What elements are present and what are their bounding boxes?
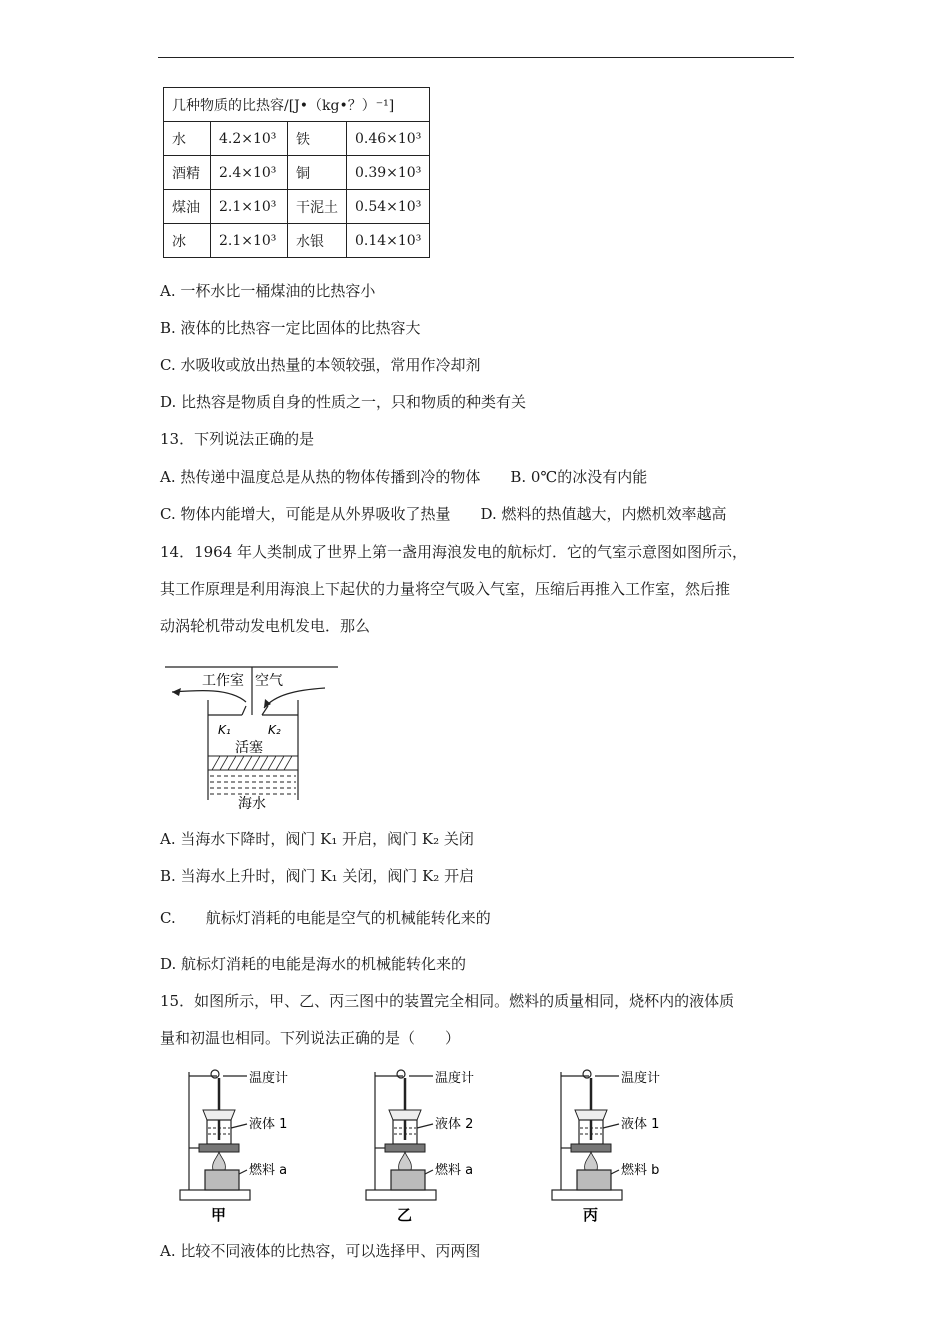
- leader-line: [231, 1124, 247, 1128]
- beaker-lid: [203, 1110, 235, 1120]
- inflow-arrow: [264, 688, 325, 708]
- label-work-room: 工作室: [202, 673, 244, 689]
- label-thermometer: 温度计: [435, 1071, 475, 1086]
- apparatus-jia: [180, 1070, 288, 1224]
- table-cell: 0.46×10³: [347, 122, 430, 156]
- table-cell: 冰: [164, 224, 211, 258]
- table-cell: 0.54×10³: [347, 190, 430, 224]
- table-cell: 干泥土: [288, 190, 347, 224]
- fuel-burner: [205, 1170, 239, 1190]
- q15-stem-line2: 量和初温也相同。下列说法正确的是（ ）: [160, 1029, 461, 1047]
- air-chamber-diagram: [160, 660, 350, 810]
- specific-heat-table: [163, 87, 430, 258]
- table-cell: 2.4×10³: [211, 156, 288, 190]
- label-setup-name: 丙: [583, 1206, 599, 1224]
- table-caption: 几种物质的比热容/[J•（kg•？）⁻¹]: [164, 88, 430, 122]
- q14-option-d: D. 航标灯消耗的电能是海水的机械能转化来的: [160, 955, 467, 973]
- table-cell: 0.39×10³: [347, 156, 430, 190]
- q13-stem: 13．下列说法正确的是: [160, 430, 315, 448]
- table-cell: 2.1×10³: [211, 190, 288, 224]
- q13-options-cd: C. 物体内能增大，可能是从外界吸收了热量 D. 燃料的热值越大，内燃机效率越高: [160, 505, 727, 523]
- q14-stem-line3: 动涡轮机带动发电机发电．那么: [160, 617, 371, 635]
- label-air: 空气: [255, 673, 283, 689]
- stand-base: [366, 1190, 436, 1200]
- apparatus-yi: [366, 1070, 474, 1224]
- leader-line: [611, 1170, 619, 1174]
- beaker-lid: [575, 1110, 607, 1120]
- q12-option-b: B. 液体的比热容一定比固体的比热容大: [160, 319, 421, 337]
- clamp-ring: [211, 1070, 219, 1078]
- table-row: [164, 224, 430, 258]
- table-cell: 4.2×10³: [211, 122, 288, 156]
- clamp-ring: [583, 1070, 591, 1078]
- flame-icon: [585, 1152, 598, 1170]
- label-thermometer: 温度计: [249, 1071, 289, 1086]
- stand-base: [552, 1190, 622, 1200]
- label-seawater: 海水: [238, 796, 266, 810]
- leader-line: [417, 1124, 433, 1128]
- q15-option-a: A. 比较不同液体的比热容，可以选择甲、丙两图: [160, 1242, 481, 1260]
- leader-line: [239, 1170, 247, 1174]
- label-setup-name: 甲: [211, 1206, 227, 1224]
- table-cell: 酒精: [164, 156, 211, 190]
- flame-icon: [399, 1152, 412, 1170]
- fuel-burner: [391, 1170, 425, 1190]
- label-thermometer: 温度计: [621, 1071, 661, 1086]
- table-cell: 水银: [288, 224, 347, 258]
- q12-option-a: A. 一杯水比一桶煤油的比热容小: [160, 282, 376, 300]
- beaker-lid: [389, 1110, 421, 1120]
- table-cell: 铜: [288, 156, 347, 190]
- stand-base: [180, 1190, 250, 1200]
- label-fuel: 燃料 a: [249, 1163, 288, 1178]
- q15-stem-line1: 15．如图所示，甲、乙、丙三图中的装置完全相同。燃料的质量相同，烧杯内的液体质: [160, 992, 735, 1010]
- leader-line: [603, 1124, 619, 1128]
- table-cell: 铁: [288, 122, 347, 156]
- leader-line: [425, 1170, 433, 1174]
- heating-apparatus-figures: [175, 1062, 685, 1232]
- clamp-ring: [397, 1070, 405, 1078]
- label-fuel: 燃料 a: [435, 1163, 474, 1178]
- table-row: [164, 156, 430, 190]
- q14-option-b: B. 当海水上升时，阀门 K₁ 关闭，阀门 K₂ 开启: [160, 867, 475, 885]
- q14-stem-line2: 其工作原理是利用海浪上下起伏的力量将空气吸入气室，压缩后再推入工作室，然后推: [160, 580, 731, 598]
- label-fuel: 燃料 b: [621, 1163, 660, 1178]
- table-row: [164, 190, 430, 224]
- q12-option-c: C. 水吸收或放出热量的本领较强，常用作冷却剂: [160, 356, 481, 374]
- table-cell: 0.14×10³: [347, 224, 430, 258]
- label-liquid: 液体 1: [249, 1117, 288, 1132]
- outflow-arrow: [172, 691, 246, 702]
- flame-icon: [213, 1152, 226, 1170]
- label-piston: 活塞: [235, 740, 263, 756]
- table-cell: 2.1×10³: [211, 224, 288, 258]
- apparatus-bing: [552, 1070, 660, 1224]
- q12-option-d: D. 比热容是物质自身的性质之一，只和物质的种类有关: [160, 393, 527, 411]
- q14-stem-line1: 14．1964 年人类制成了世界上第一盏用海浪发电的航标灯．它的气室示意图如图所示，: [160, 543, 748, 561]
- header-rule: [158, 57, 794, 58]
- q13-options-ab: A. 热传递中温度总是从热的物体传播到冷的物体 B. 0℃的冰没有内能: [160, 468, 648, 486]
- label-k1: K₁: [218, 723, 231, 737]
- arrow-head-icon: [172, 688, 181, 696]
- label-setup-name: 乙: [397, 1206, 413, 1224]
- q14-option-c: C. 航标灯消耗的电能是空气的机械能转化来的: [160, 909, 491, 927]
- fuel-burner: [577, 1170, 611, 1190]
- table-cell: 煤油: [164, 190, 211, 224]
- label-liquid: 液体 1: [621, 1117, 660, 1132]
- valve-k1: [242, 706, 246, 715]
- label-k2: K₂: [268, 723, 281, 737]
- table-row: [164, 122, 430, 156]
- q14-option-a: A. 当海水下降时，阀门 K₁ 开启，阀门 K₂ 关闭: [160, 830, 474, 848]
- table-cell: 水: [164, 122, 211, 156]
- label-liquid: 液体 2: [435, 1117, 474, 1132]
